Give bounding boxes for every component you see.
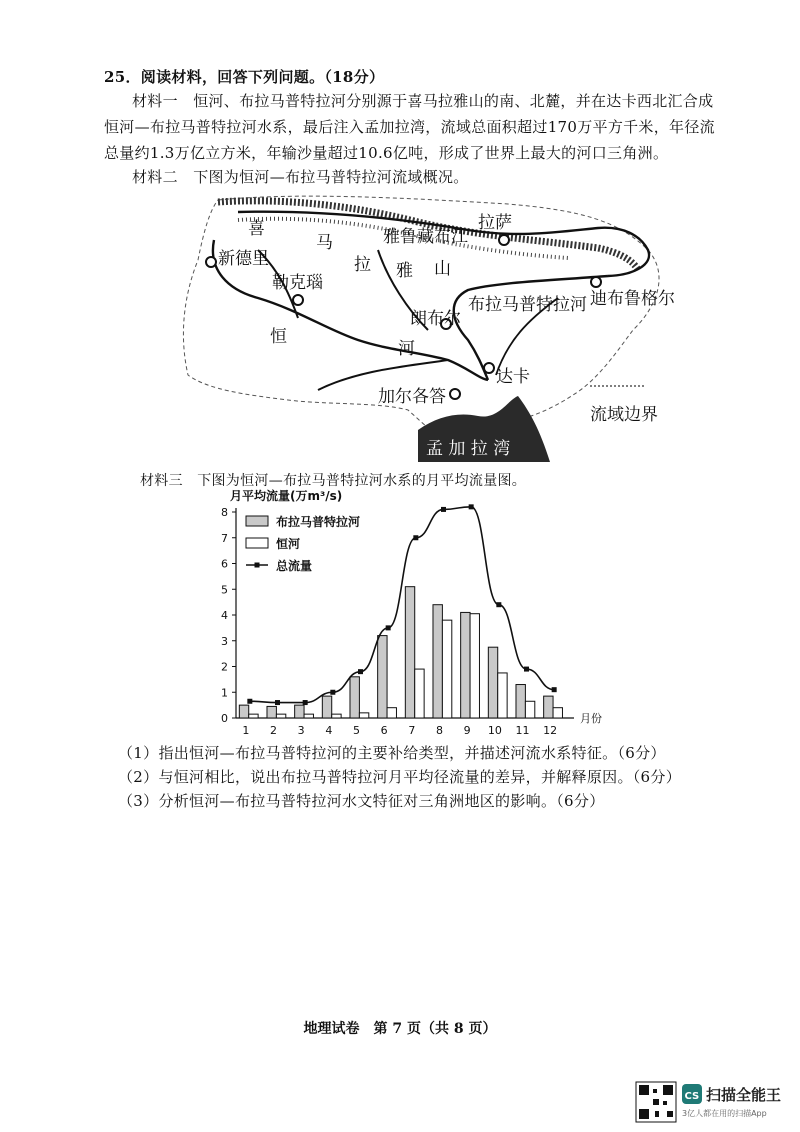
bar-ganges [249,714,258,718]
bar-brahmaputra [544,696,553,718]
bar-ganges [442,620,451,718]
brahmaputra-river [454,276,608,380]
label-yarlung: 雅鲁藏布江 [383,227,468,247]
x-tick-label: 1 [242,724,250,737]
bar-brahmaputra [516,685,525,718]
bar-ganges [387,708,396,718]
subquestion-1: （1）指出恒河—布拉马普特拉河的主要补给类型，并描述河流水系特征。（6分） [118,744,666,762]
label-dhaka: 达卡 [496,367,530,387]
y-tick-label: 2 [221,660,228,674]
x-tick-label: 2 [270,724,277,737]
total-flow-point [358,669,363,674]
label-heng: 恒 [270,327,287,347]
qr-code-icon [636,1082,676,1122]
bar-ganges [304,714,313,718]
question-heading: 25．阅读材料，回答下列问题。（18分） [104,68,385,86]
bar-brahmaputra [239,705,248,718]
watermark-tagline: 3亿人都在用的扫描App [682,1109,767,1118]
bar-ganges [553,708,562,718]
x-tick-label: 9 [463,724,471,737]
x-tick-label: 10 [487,724,502,737]
label-lhasa: 拉萨 [478,213,512,233]
bar-ganges [470,614,479,718]
scanner-watermark [634,1080,794,1124]
page-footer: 地理试卷 第 7 页（共 8 页） [303,1021,497,1037]
x-tick-label: 4 [325,724,333,737]
monthly-flow-chart [180,480,620,742]
legend-label-ganges: 恒河 [276,537,301,551]
label-xi: 喜 [248,219,265,239]
y-tick-label: 3 [221,634,228,648]
total-flow-point [469,504,474,509]
bar-brahmaputra [433,605,442,718]
material1-line3: 总量约1.3万亿立方米，年输沙量超过10.6亿吨，形成了世界上最大的河口三角洲。 [104,144,669,162]
cs-badge: CS [684,1091,700,1102]
label-lucknow: 勒克瑙 [272,273,323,293]
x-tick-label: 8 [436,724,443,737]
total-flow-point [441,507,446,512]
total-flow-point [330,690,335,695]
material3-caption: 材料三 下图为恒河—布拉马普特拉河水系的月平均流量图。 [140,473,527,489]
label-ya: 雅 [396,261,413,281]
material1-line1: 材料一 恒河、布拉马普特拉河分别源于喜马拉雅山的南、北麓，并在达卡西北汇合成 [132,92,714,110]
label-he: 河 [398,339,415,359]
bar-brahmaputra [295,705,304,718]
bar-brahmaputra [488,647,497,718]
subquestion-3: （3）分析恒河—布拉马普特拉河水文特征对三角洲地区的影响。（6分） [118,792,605,810]
legend-swatch-ganges [246,538,268,548]
legend-point-total [255,563,260,568]
material2-caption: 材料二 下图为恒河—布拉马普特拉河流域概况。 [132,168,469,186]
y-tick-label: 7 [221,531,228,545]
subquestion-2: （2）与恒河相比，说出布拉马普特拉河月平均径流量的差异，并解释原因。（6分） [118,768,681,786]
chart-ylabel: 月平均流量(万m³/s) [230,489,343,503]
x-axis-label: 月份 [580,712,602,725]
bar-ganges [359,713,368,718]
total-flow-point [386,625,391,630]
total-flow-point [303,700,308,705]
total-flow-point [413,535,418,540]
bar-brahmaputra [405,587,414,718]
label-shan: 山 [434,259,451,279]
x-tick-label: 12 [543,724,558,737]
watermark-brand: 扫描全能王 [706,1086,782,1104]
bar-ganges [498,673,507,718]
legend-label-total: 总流量 [276,559,313,573]
bar-ganges [276,714,285,718]
legend-label-brahmaputra: 布拉马普特拉河 [276,515,361,529]
y-tick-label: 1 [221,686,228,700]
basin-map [178,190,688,462]
bar-ganges [415,669,424,718]
label-langbuer: 朗布尔 [410,309,461,329]
y-tick-label: 5 [221,583,228,597]
y-tick-label: 8 [221,506,228,519]
total-flow-point [552,687,557,692]
bar-brahmaputra [322,696,331,718]
x-tick-label: 6 [380,724,388,737]
bar-ganges [525,701,534,718]
bar-brahmaputra [461,612,470,718]
x-tick-label: 11 [515,724,530,737]
bar-ganges [332,714,341,718]
y-tick-label: 4 [221,609,228,622]
label-newdelhi: 新德里 [218,249,269,269]
legend-swatch-brahmaputra [246,516,268,526]
bar-brahmaputra [378,636,387,718]
y-tick-label: 0 [221,712,228,725]
label-la: 拉 [354,255,371,275]
label-dibrugarh: 迪布鲁格尔 [590,289,675,309]
total-flow-point [247,699,252,704]
x-tick-label: 7 [408,724,416,737]
y-tick-label: 6 [221,557,228,571]
bar-brahmaputra [350,677,359,718]
bar-brahmaputra [267,706,276,718]
label-brahmaputra: 布拉马普特拉河 [468,295,587,315]
material1-line2: 恒河—布拉马普特拉河水系，最后注入孟加拉湾，流域总面积超过170万平方千米，年径流 [104,118,715,136]
total-flow-point [524,667,529,672]
x-tick-label: 5 [353,724,360,737]
total-flow-point [275,700,280,705]
label-basin-boundary: 流域边界 [590,405,658,425]
label-bay: 孟 加 拉 湾 [426,439,511,459]
total-flow-point [496,602,501,607]
label-ma: 马 [316,233,333,253]
x-tick-label: 3 [297,724,305,737]
label-kolkata: 加尔各答 [378,387,446,407]
